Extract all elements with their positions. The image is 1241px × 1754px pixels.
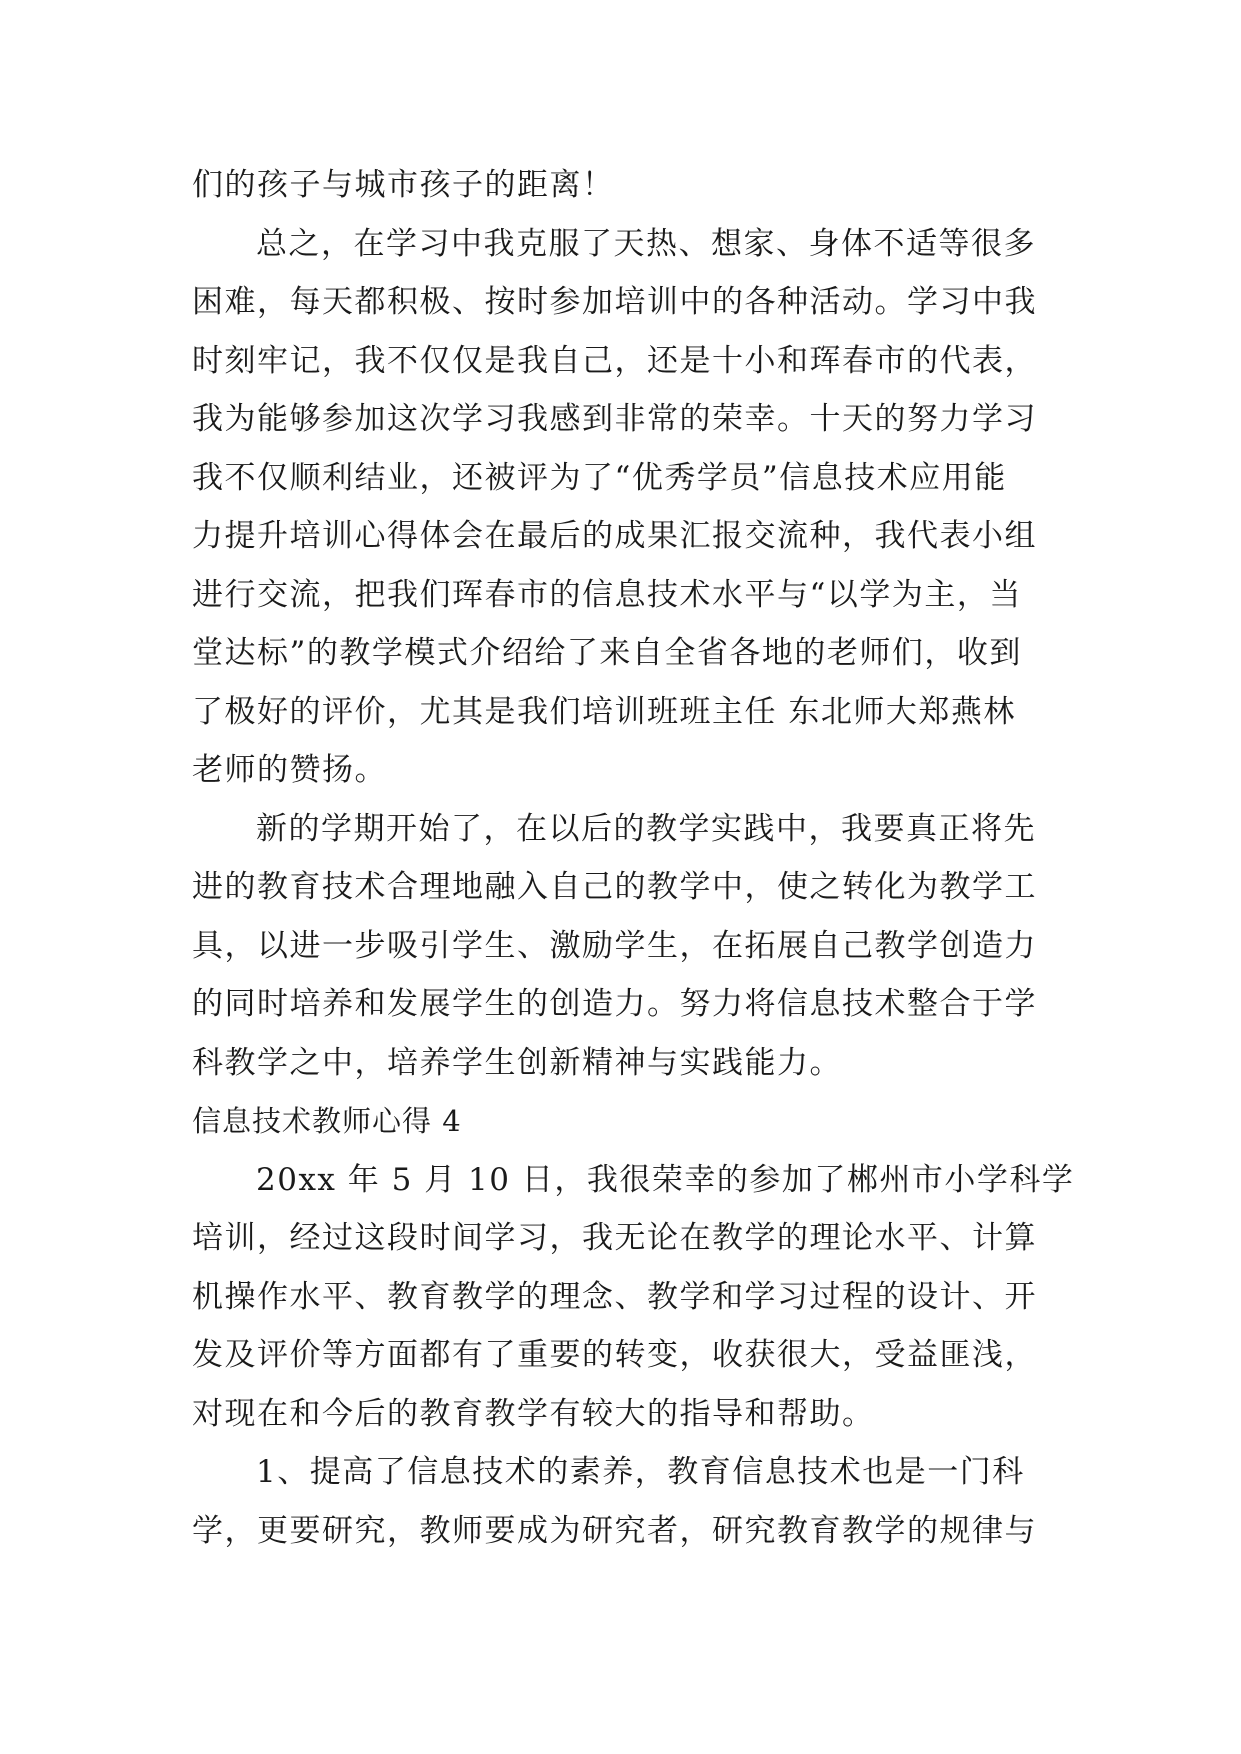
section-heading: 信息技术教师心得 4 bbox=[192, 1104, 462, 1138]
text-line: 机操作水平、教育教学的理念、教学和学习过程的设计、开 bbox=[192, 1278, 1037, 1315]
text-line: 培训，经过这段时间学习，我无论在教学的理论水平、计算 bbox=[192, 1220, 1037, 1256]
text-line: 困难，每天都积极、按时参加培训中的各种活动。学习中我 bbox=[192, 284, 1037, 320]
text-line: 们的孩子与城市孩子的距离！ bbox=[192, 167, 615, 203]
text-line: 具，以进一步吸引学生、激励学生，在拓展自己教学创造力 bbox=[192, 927, 1037, 964]
text-line: 进的教育技术合理地融入自己的教学中，使之转化为教学工 bbox=[192, 869, 1037, 905]
text-line: 对现在和今后的教育教学有较大的指导和帮助。 bbox=[192, 1395, 875, 1432]
paragraph-first-line: 20xx 年 5 月 10 日，我很荣幸的参加了郴州市小学科学 bbox=[256, 1161, 1075, 1198]
text-line: 堂达标”的教学模式介绍给了来自全省各地的老师们，收到 bbox=[192, 635, 1022, 671]
text-line: 的同时培养和发展学生的创造力。努力将信息技术整合于学 bbox=[192, 986, 1037, 1022]
text-line: 科教学之中，培养学生创新精神与实践能力。 bbox=[192, 1044, 842, 1081]
text-line: 力提升培训心得体会在最后的成果汇报交流种，我代表小组 bbox=[192, 518, 1037, 554]
text-line: 我不仅顺利结业，还被评为了“优秀学员”信息技术应用能 bbox=[192, 459, 1007, 496]
text-line: 学，更要研究，教师要成为研究者，研究教育教学的规律与 bbox=[192, 1512, 1037, 1549]
text-line: 发及评价等方面都有了重要的转变，收获很大，受益匪浅， bbox=[192, 1337, 1037, 1373]
text-line: 老师的赞扬。 bbox=[192, 752, 387, 788]
text-line: 进行交流，把我们珲春市的信息技术水平与“以学为主，当 bbox=[192, 576, 1022, 613]
document-body bbox=[192, 156, 1075, 1560]
paragraph-first-line: 总之，在学习中我克服了天热、想家、身体不适等很多 bbox=[256, 225, 1036, 262]
text-line: 我为能够参加这次学习我感到非常的荣幸。十天的努力学习 bbox=[192, 401, 1037, 437]
paragraph-first-line: 新的学期开始了，在以后的教学实践中，我要真正将先 bbox=[256, 810, 1036, 847]
text-line: 了极好的评价，尤其是我们培训班班主任 东北师大郑燕林 bbox=[192, 693, 1016, 730]
paragraph-first-line: 1、提高了信息技术的素养，教育信息技术也是一门科 bbox=[256, 1454, 1025, 1490]
text-line: 时刻牢记，我不仅仅是我自己，还是十小和珲春市的代表， bbox=[192, 342, 1037, 379]
